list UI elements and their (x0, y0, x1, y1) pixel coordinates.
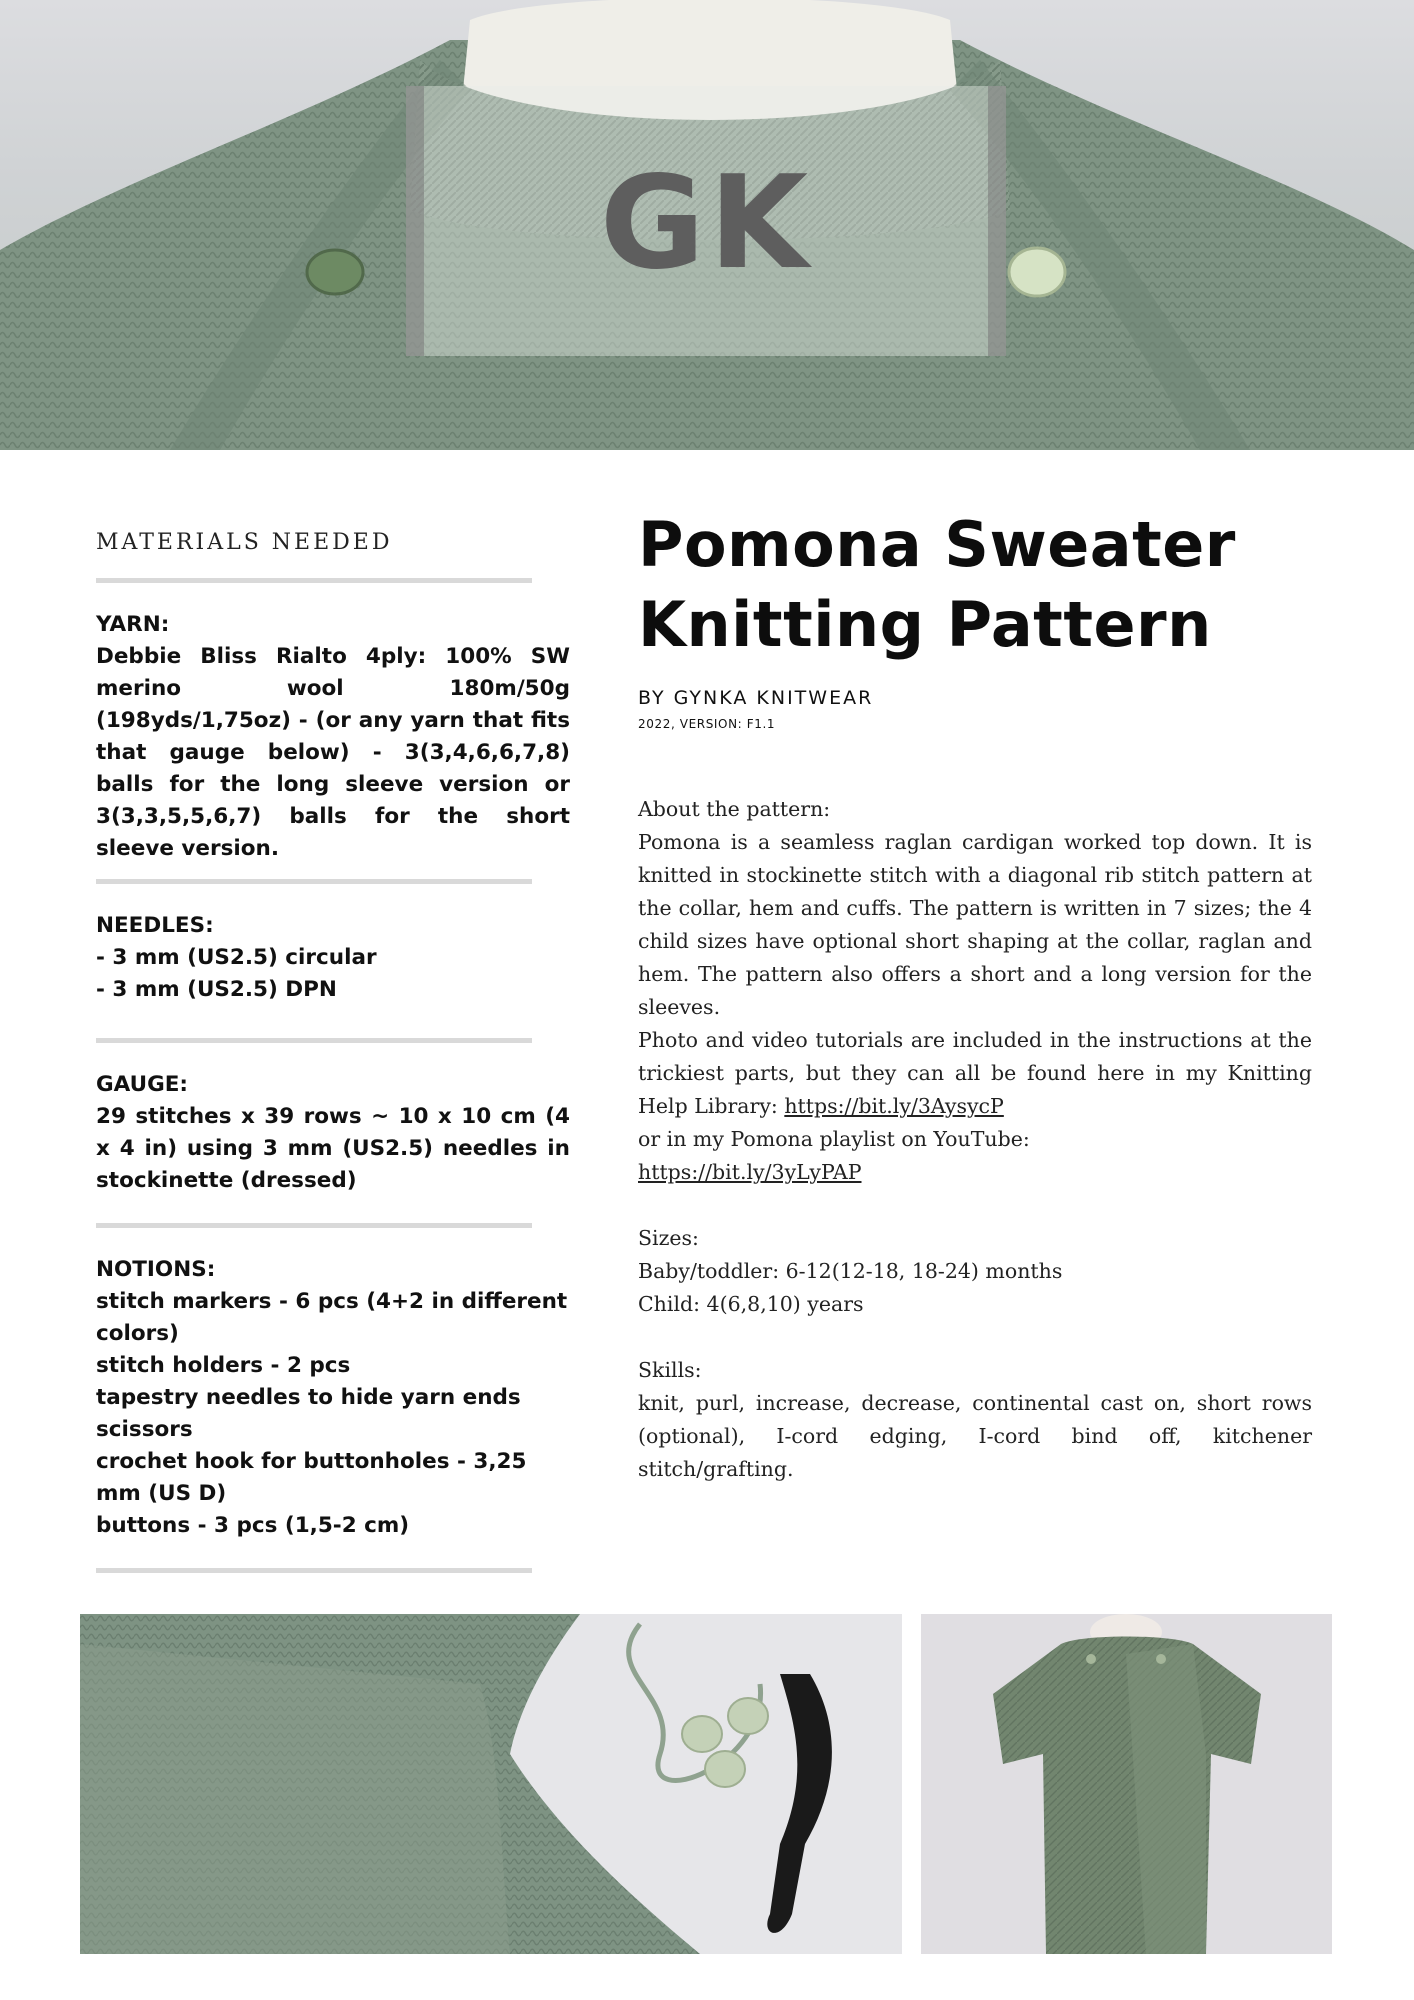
byline: BY GYNKA KNITWEAR (638, 687, 874, 709)
playlist-text: or in my Pomona playlist on YouTube: (638, 1127, 1030, 1151)
notions-section (96, 1254, 570, 1542)
logo-text: GK (599, 149, 813, 298)
button-left-icon (307, 250, 363, 294)
sizes-child: Child: 4(6,8,10) years (638, 1292, 864, 1316)
yarn-label: YARN: (96, 612, 170, 637)
tutorial-text: Photo and video tutorials are included in the instructions at the trickiest parts, but they can all be found here in my Knitting Help Library: (638, 1028, 1312, 1118)
needles-section (96, 910, 570, 1006)
yarn-section (96, 609, 570, 865)
notions-item: tapestry needles to hide yarn ends (96, 1385, 521, 1410)
gauge-text: 29 stitches x 39 rows ~ 10 x 10 cm (4 x 4 in) using 3 mm (US2.5) needles in stockinette (dressed) (96, 1104, 570, 1193)
button-icon (1086, 1654, 1096, 1664)
pattern-description (638, 793, 1312, 1486)
notions-item: stitch holders - 2 pcs (96, 1353, 351, 1378)
playlist-link[interactable]: https://bit.ly/3yLyPAP (638, 1160, 862, 1184)
gauge-section (96, 1069, 570, 1197)
notions-item: buttons - 3 pcs (1,5-2 cm) (96, 1513, 410, 1538)
page-title (638, 505, 1312, 665)
tutorial-paragraph (638, 1024, 1312, 1123)
button-icon (1156, 1654, 1166, 1664)
scissors-icon (770, 1674, 832, 1914)
notions-item: stitch markers - 6 pcs (4+2 in different colors) (96, 1289, 568, 1346)
notions-item: crochet hook for buttonholes - 3,25 mm (US D) (96, 1449, 527, 1506)
version: 2022, VERSION: F1.1 (638, 717, 776, 731)
button-icon (682, 1716, 722, 1752)
title-line-2: Knitting Pattern (638, 588, 1212, 661)
library-link[interactable]: https://bit.ly/3AysycP (784, 1094, 1004, 1118)
needles-item: - 3 mm (US2.5) circular (96, 945, 377, 970)
needles-label: NEEDLES: (96, 913, 214, 938)
materials-column (96, 530, 570, 1573)
sizes-baby: Baby/toddler: 6-12(12-18, 18-24) months (638, 1259, 1063, 1283)
materials-photo (80, 1614, 902, 1954)
yarn-text: Debbie Bliss Rialto 4ply: 100% SW merino wool 180m/50g (198yds/1,75oz) - (or any yarn that fits that gauge below) - 3(3,4,6,6,7,8) balls for the long sleeve version or 3(3,3,5,5,6,7) balls for the short sleeve version. (96, 644, 570, 861)
hero-photo (0, 0, 1414, 450)
notions-label: NOTIONS: (96, 1257, 216, 1282)
materials-title: MATERIALS NEEDED (96, 530, 393, 555)
cardigan-photo (921, 1614, 1332, 1954)
title-line-1: Pomona Sweater (638, 508, 1236, 581)
pattern-column (638, 505, 1312, 1486)
materials-illustration (80, 1614, 902, 1954)
cardigan-illustration (921, 1614, 1332, 1954)
button-right-icon (1009, 248, 1065, 296)
skills-text: knit, purl, increase, decrease, continental cast on, short rows (optional), I-cord edging, I-cord bind off, kitchener stitch/grafting. (638, 1391, 1312, 1481)
about-text: Pomona is a seamless raglan cardigan worked top down. It is knitted in stockinette stitch with a diagonal rib stitch pattern at the collar, hem and cuffs. The pattern is written in 7 sizes; the 4 child sizes have optional short shaping at the collar, raglan and hem. The pattern also offers a short and a long version for the sleeves. (638, 830, 1312, 1019)
sizes-heading: Sizes: (638, 1226, 699, 1250)
divider (96, 1223, 532, 1228)
divider (96, 1038, 532, 1043)
divider (96, 879, 532, 884)
gauge-label: GAUGE: (96, 1072, 189, 1097)
logo-box (406, 86, 1006, 356)
button-icon (705, 1751, 745, 1787)
needles-item: - 3 mm (US2.5) DPN (96, 977, 337, 1002)
about-heading: About the pattern: (638, 797, 831, 821)
notions-item: scissors (96, 1417, 193, 1442)
button-icon (728, 1698, 768, 1734)
divider (96, 578, 532, 583)
divider (96, 1568, 532, 1573)
skills-heading: Skills: (638, 1358, 702, 1382)
